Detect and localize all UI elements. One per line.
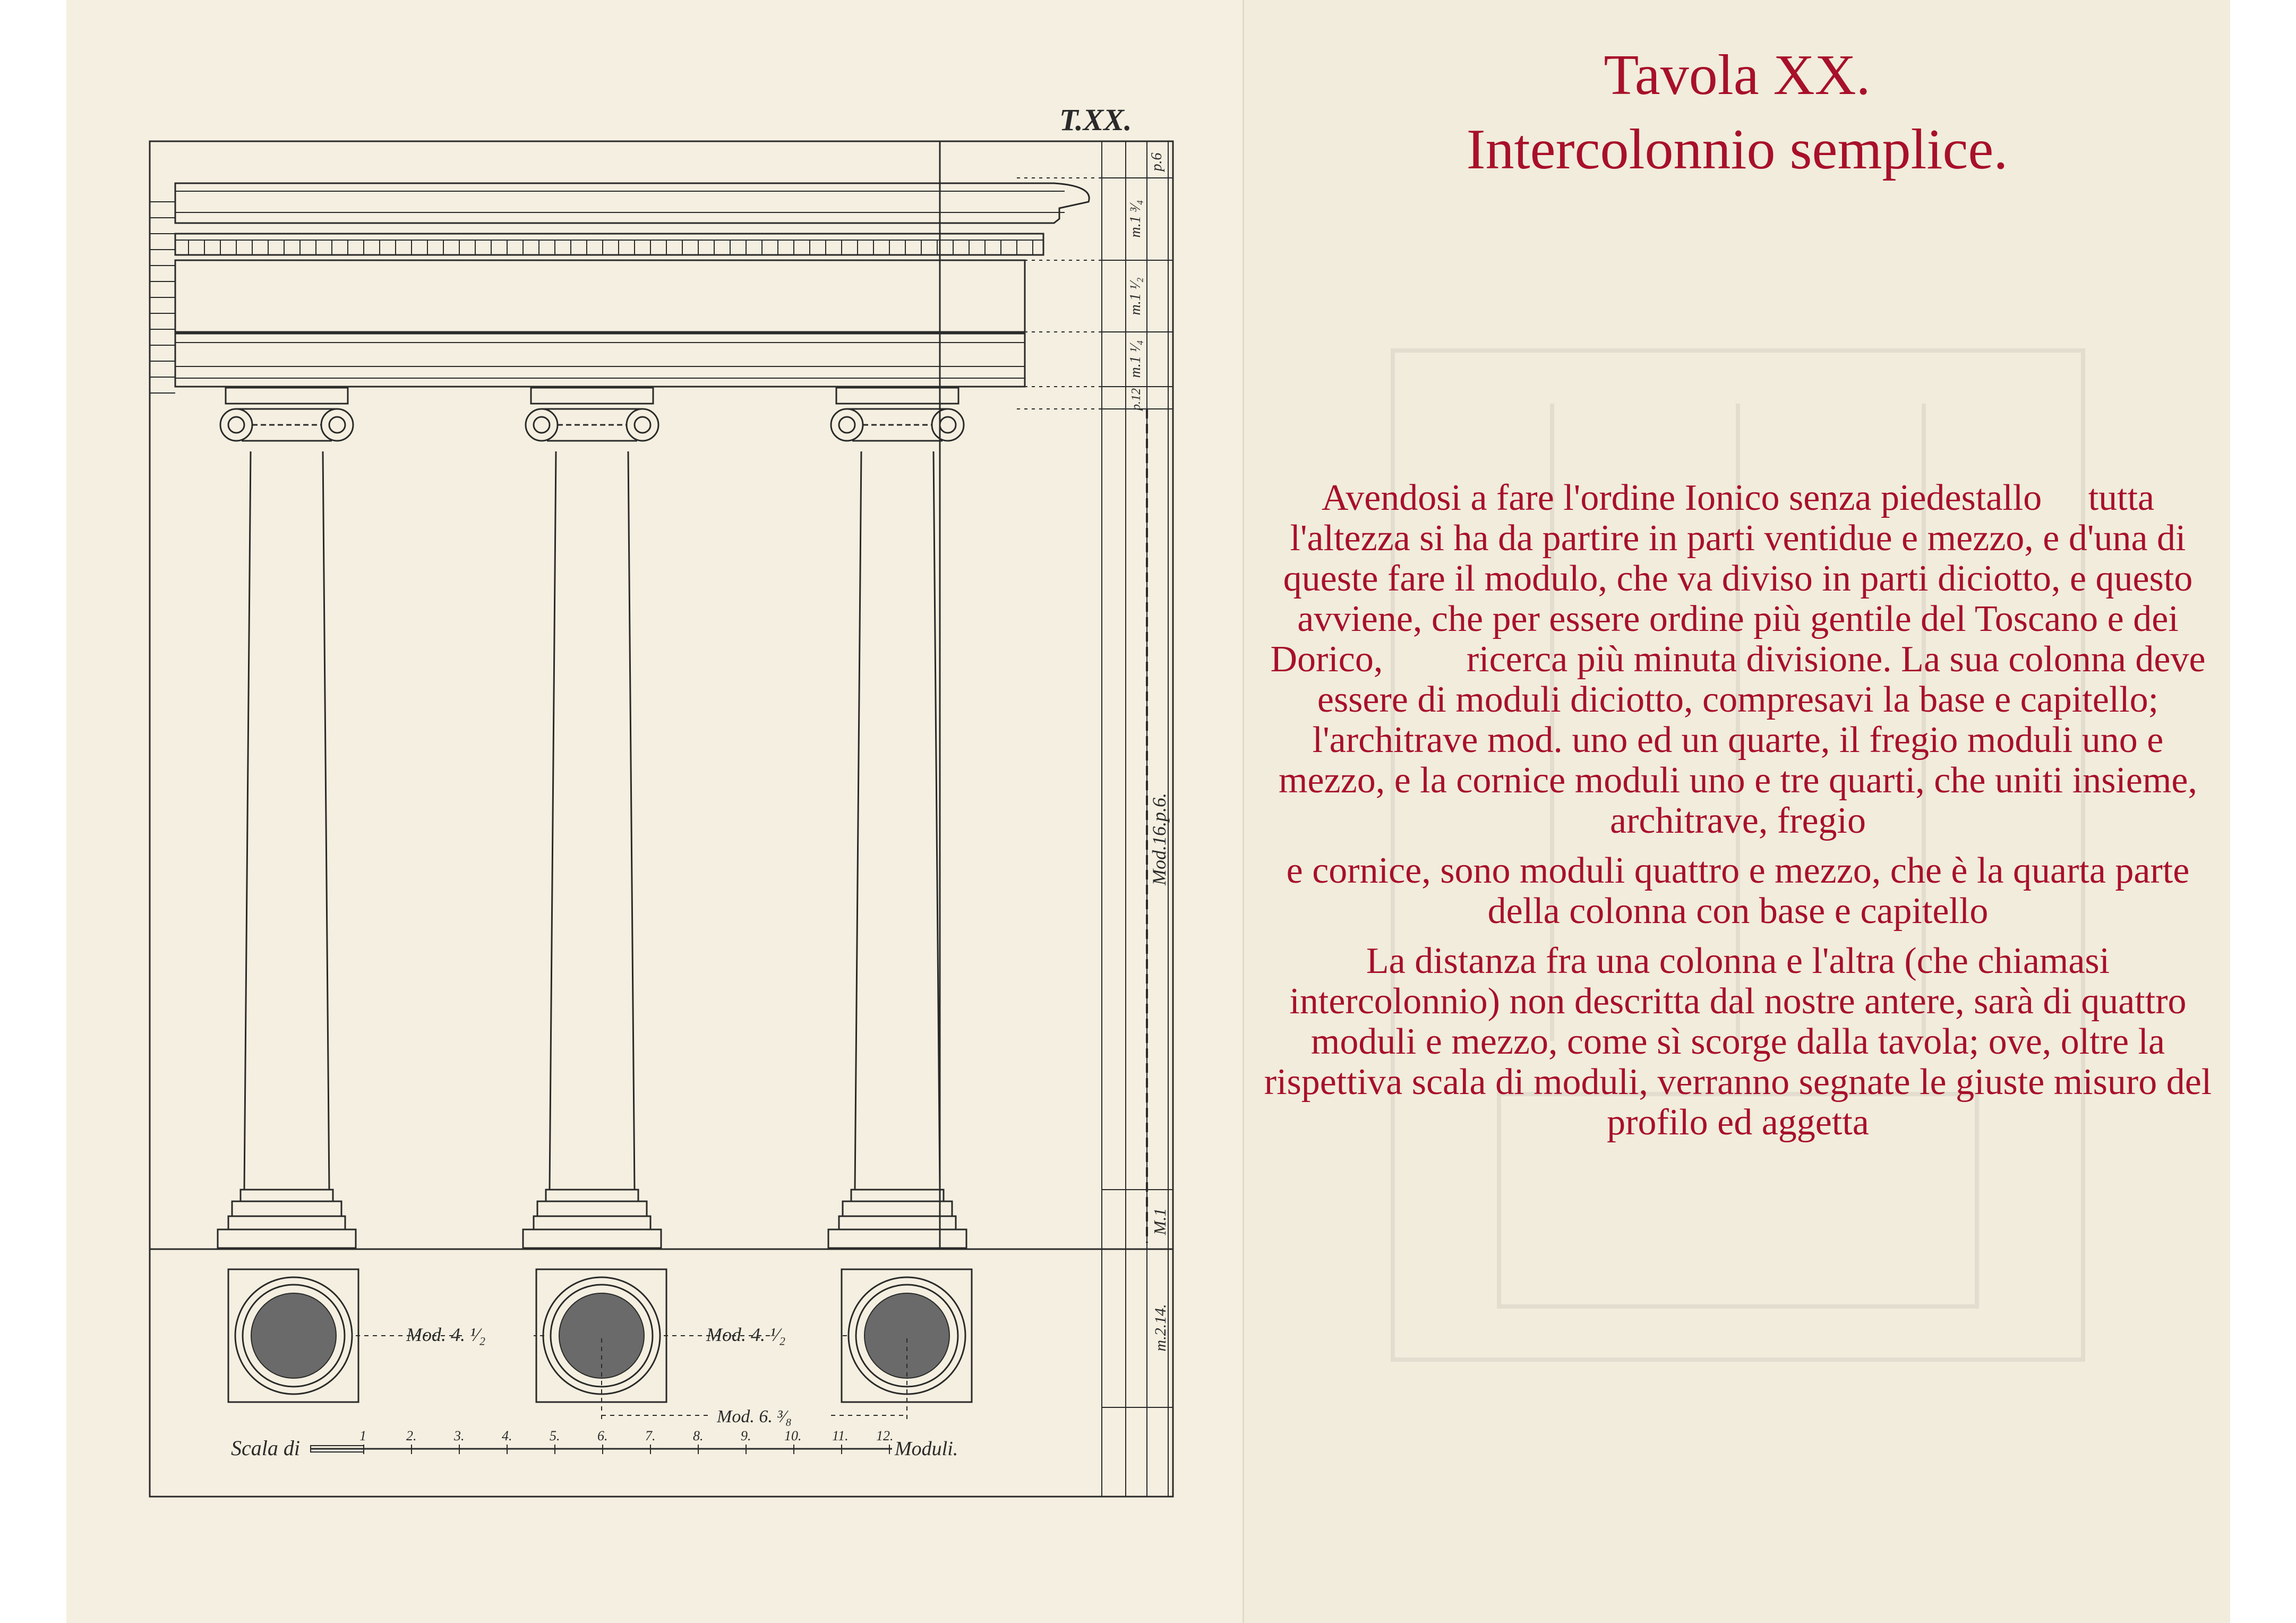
column-3-shaft — [855, 451, 940, 1190]
dim-label-plinth: m.2.14. — [1152, 1304, 1169, 1352]
right-page-text — [1243, 0, 2230, 1623]
ionic-order-plate-drawing — [66, 0, 1243, 1623]
column-2-capital — [526, 388, 658, 441]
column-3-capital — [831, 388, 964, 441]
column-1-shaft — [244, 451, 329, 1190]
column-3-base — [828, 1190, 966, 1248]
scale-tick-2: 2. — [406, 1428, 417, 1443]
title-line-1: Tavola XX. — [1604, 44, 1871, 107]
frieze — [175, 260, 1025, 332]
paragraph-3: La distanza fra una colonna e l'altra (che chiamasi intercolonnio) non descritta dal nostre antere, sarà di quattro moduli e mezzo, come sì scorge dalla tavola; ove, oltre la rispettiva scala di moduli, verranno segnate le giuste misuro del profilo ed aggetta — [1264, 941, 2212, 1143]
left-page-plate — [66, 0, 1243, 1623]
paragraph-1: Avendosi a fare l'ordine Ionico senza piedestallo tutta l'altezza si ha da partire in parti ventidue e mezzo, e d'una di queste fare il modulo, che va diviso in parti diciotto, e questo avviene, che per essere ordine più gentile del Toscano e dei Dorico, ricerca più minuta divisione. La sua colonna deve essere di moduli diciotto, compresavi la base e capitello; l'architrave mod. uno ed un quarte, il fregio moduli uno e mezzo, e la cornice moduli uno e tre quarti, che uniti insieme, architrave, fregio — [1270, 477, 2215, 841]
plate-outer-frame — [150, 141, 1173, 1497]
dim-label-frieze: m.1 ¹⁄₂ — [1127, 277, 1144, 315]
dim-label-capital: p.12 — [1129, 388, 1143, 411]
dim-label-cornice-top: p.6 — [1149, 152, 1165, 172]
scale-tick-11: 11. — [832, 1428, 849, 1443]
title-line-2: Intercolonnio semplice. — [1466, 118, 2008, 181]
scale-tick-5: 5. — [550, 1428, 560, 1443]
scale-tick-4: 4. — [502, 1428, 512, 1443]
intercolumn-label-1: Mod. 4. ¹⁄₂ — [406, 1324, 486, 1345]
scale-suffix: Moduli. — [895, 1438, 958, 1460]
column-1-plan — [228, 1269, 358, 1402]
dim-label-base: M.1 — [1150, 1208, 1169, 1235]
dim-label-column-height: Mod.16.p.6. — [1149, 793, 1170, 885]
scale-tick-6: 6. — [597, 1428, 608, 1443]
scale-tick-7: 7. — [645, 1428, 656, 1443]
scale-tick-9: 9. — [741, 1428, 751, 1443]
paragraph-2: e cornice, sono moduli quattro e mezzo, che è la quarta parte della colonna con base e capitello — [1286, 850, 2190, 932]
scale-tick-1: 1 — [359, 1428, 366, 1443]
cornice — [175, 183, 1089, 223]
dim-label-architrave: m.1 ¹⁄₄ — [1127, 340, 1144, 378]
scale-prefix: Scala di — [231, 1436, 300, 1460]
scale-tick-10: 10. — [784, 1428, 802, 1443]
body-text — [1260, 478, 2216, 1152]
scale-tick-3: 3. — [454, 1428, 465, 1443]
dim-label-cornice: m.1 ³⁄₄ — [1127, 200, 1144, 238]
plate-number: T.XX. — [1059, 102, 1132, 137]
axis-span-label: Mod. 6. ³⁄₈ — [717, 1407, 792, 1426]
scale-tick-12: 12. — [876, 1428, 894, 1443]
intercolumn-label-2: Mod. 4. ¹⁄₂ — [706, 1324, 786, 1345]
column-1-base — [218, 1190, 356, 1248]
column-2-shaft — [550, 451, 635, 1190]
page-title — [1244, 38, 2230, 187]
dentil-band — [175, 234, 1043, 255]
column-2-base — [523, 1190, 661, 1248]
scale-tick-8: 8. — [693, 1428, 704, 1443]
column-1-capital — [220, 388, 353, 441]
